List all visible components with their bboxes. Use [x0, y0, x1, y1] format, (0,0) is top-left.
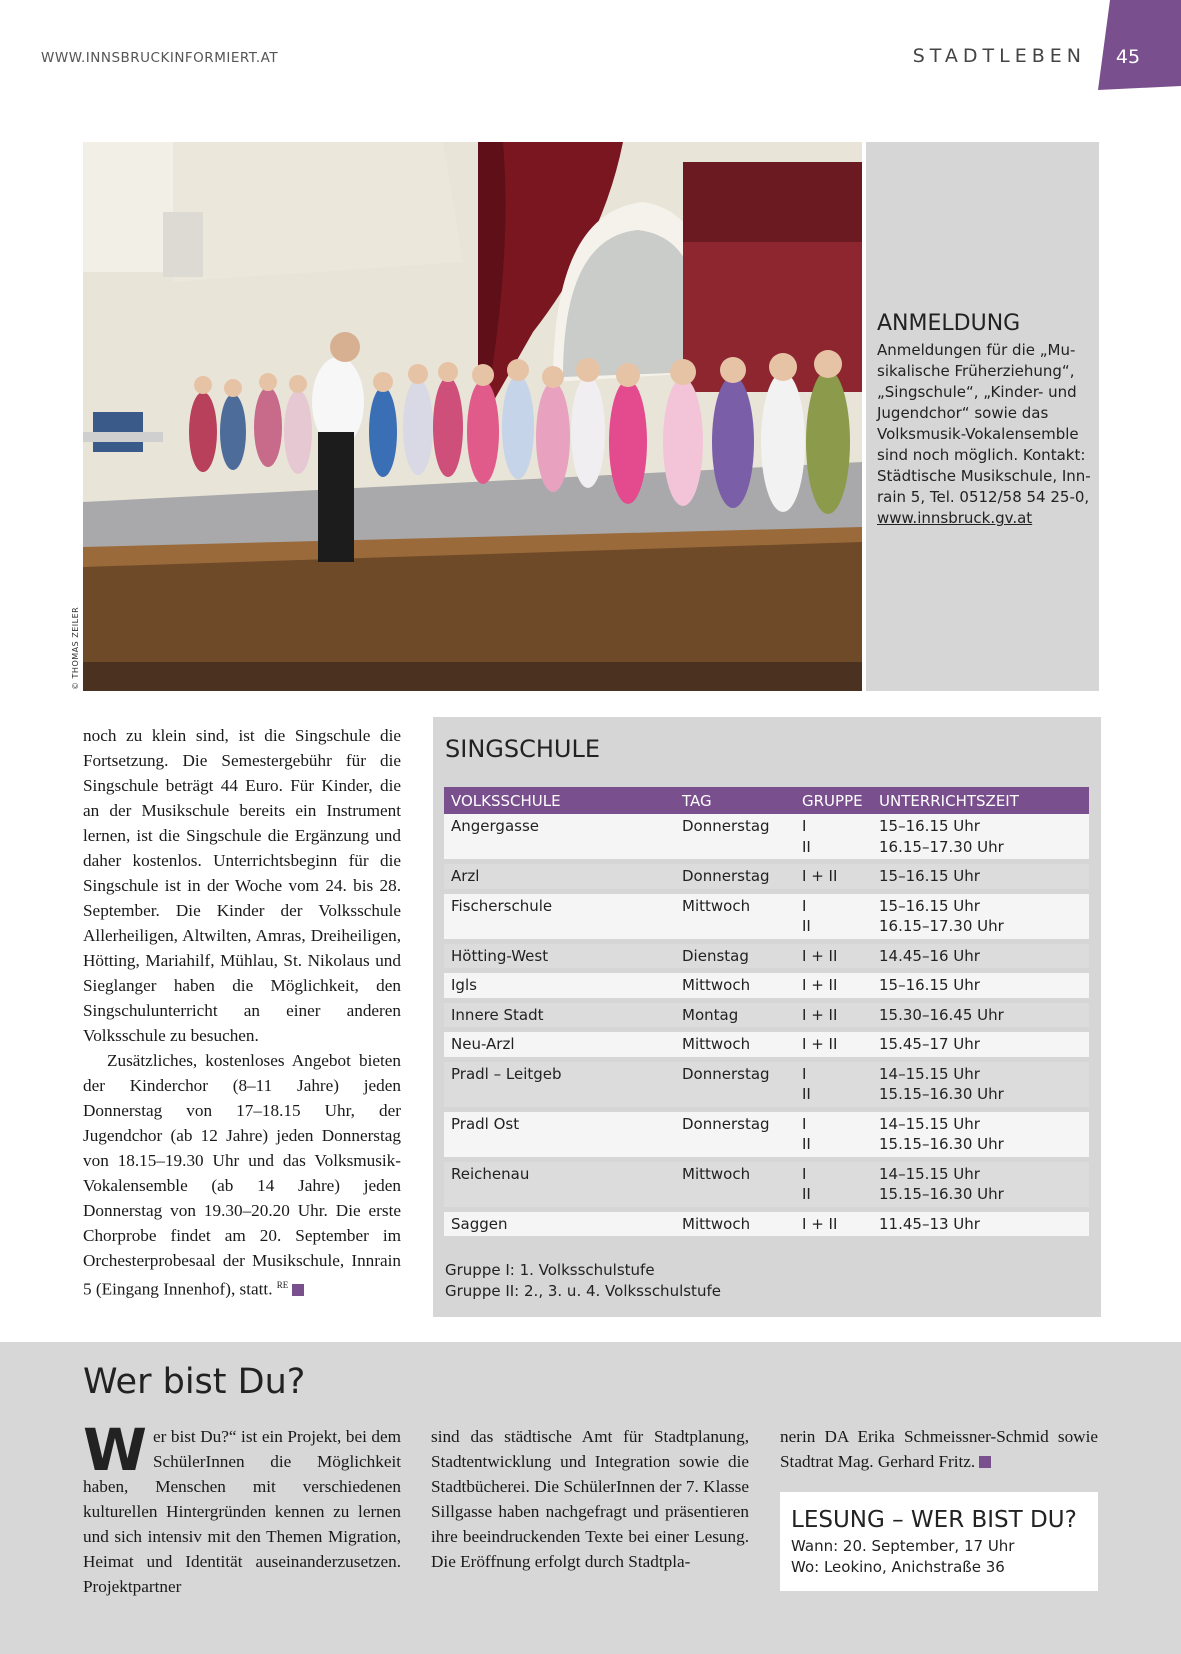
footnote-gruppe-1: Gruppe I: 1. Volksschulstufe [445, 1261, 655, 1279]
table-row [444, 1162, 1089, 1207]
cell-school: Angergasse [444, 814, 675, 859]
singschule-title: SINGSCHULE [445, 735, 601, 763]
cell-day: Dienstag [675, 944, 795, 969]
lesung-title: LESUNG – WER BIST DU? [791, 1507, 1077, 1533]
dropcap: W [83, 1416, 147, 1484]
cell-group [795, 1212, 872, 1237]
header-url: WWW.INNSBRUCKINFORMIERT.AT [41, 50, 279, 66]
table-row [444, 973, 1089, 998]
page-number-tab [1098, 0, 1181, 90]
wer-bist-du-column-1 [83, 1416, 401, 1599]
table-row [444, 1212, 1089, 1237]
table-header-row [444, 787, 1089, 814]
speaker-icon [163, 212, 203, 277]
cell-time [872, 1112, 1089, 1157]
article-paragraph-2-text: Zusätzliches, kostenloses Angebot bieten der Kinderchor (8–11 Jahre) jeden Donnerstag von 17–18.15 Uhr, der Jugendchor (ab 12 Jahre) jeden Donnerstag von 18.15–19.30 Uhr und das Volksmusik-Vokalensemble (ab 14 Jahre) jeden Donnerstag von 19.30–20.20 Uhr. Die erste Chorprobe findet am 20. September im Orchesterprobesaal der Musikschule, Innrain 5 (Eingang Innenhof), statt. [83, 1051, 401, 1299]
cell-school: Innere Stadt [444, 1003, 675, 1028]
cell-time [872, 1003, 1089, 1028]
cell-school: Pradl – Leitgeb [444, 1062, 675, 1107]
cell-group-line: I [802, 1164, 807, 1183]
table-row [444, 1032, 1089, 1057]
column-1-text: er bist Du?“ ist ein Projekt, bei dem SchülerInnen die Möglichkeit haben, Menschen mit verschiedenen kulturellen Hintergründen kennen zu lernen und sich intensiv mit den Themen Migration, Heimat und Identität auseinanderzusetzen. Projektpartner [83, 1427, 401, 1596]
singschule-table [444, 787, 1089, 1236]
section-title: STADTLEBEN [912, 45, 1086, 67]
cell-time-line: 16.15–17.30 Uhr [879, 917, 1004, 935]
cell-day: Mittwoch [675, 1212, 795, 1237]
singschule-footnotes [445, 1260, 721, 1302]
end-mark-icon [979, 1456, 991, 1468]
cell-day: Donnerstag [675, 864, 795, 889]
lesung-wo: Wo: Leokino, Anichstraße 36 [791, 1558, 1005, 1576]
header-tag: TAG [675, 787, 795, 814]
cell-time [872, 894, 1089, 939]
cell-group-line: I + II [802, 946, 838, 965]
cell-time-line: 15–16.15 Uhr [879, 896, 980, 915]
cell-group [795, 814, 872, 859]
cell-school: Neu-Arzl [444, 1032, 675, 1057]
cell-group-line: I + II [802, 1035, 838, 1053]
cell-time-line: 15–16.15 Uhr [879, 976, 980, 994]
cell-group-line: I + II [802, 1005, 838, 1024]
cell-group-line: II [802, 1185, 811, 1203]
header-gruppe: GRUPPE [795, 787, 872, 814]
cell-group-line: I [802, 1114, 807, 1133]
cell-group [795, 1112, 872, 1157]
cell-group [795, 864, 872, 889]
cell-group-line: I [802, 817, 807, 835]
cell-day: Mittwoch [675, 1032, 795, 1057]
cell-time-line: 14.45–16 Uhr [879, 946, 980, 965]
cell-group-line: I + II [802, 976, 838, 994]
cell-group [795, 1062, 872, 1107]
table-body [444, 814, 1089, 1236]
table-row [444, 1062, 1089, 1107]
cell-time [872, 1212, 1089, 1237]
choir-photo [83, 142, 862, 691]
cell-group [795, 1032, 872, 1057]
cell-day: Mittwoch [675, 1162, 795, 1207]
cell-time [872, 1162, 1089, 1207]
article-paragraph-2 [83, 1048, 401, 1302]
cell-group-line: II [802, 1135, 811, 1153]
table-row [444, 944, 1089, 969]
article-paragraph-1: noch zu klein sind, ist die Singschule die Fortsetzung. Die Semestergebühr für die Singschule beträgt 44 Euro. Für Kinder, die an der Musikschule bereits ein Instrument lernen, ist die Singschule die Ergänzung und daher kostenlos. Unterrichtsbeginn für die Singschule ist in der Woche vom 24. bis 28. September. Die Kinder der Volksschule Allerheiligen, Altwilten, Amras, Dreiheiligen, Hötting, Mariahilf, Mühlau, St. Nikolaus und Sieglanger haben die Möglichkeit, den Singschulunterricht an einer anderen Volksschule zu besuchen. [83, 726, 401, 1045]
table-row [444, 814, 1089, 859]
cell-school: Hötting-West [444, 944, 675, 969]
cell-group [795, 1162, 872, 1207]
cell-group-line: I [802, 896, 807, 915]
cell-time [872, 973, 1089, 998]
header-volksschule: VOLKSSCHULE [444, 787, 675, 814]
cell-time-line: 15.15–16.30 Uhr [879, 1135, 1004, 1153]
cell-time [872, 1032, 1089, 1057]
article-column [83, 723, 401, 1302]
cell-group-line: II [802, 837, 811, 856]
wer-bist-du-title: Wer bist Du? [83, 1362, 306, 1402]
cell-group [795, 1003, 872, 1028]
cell-school: Reichenau [444, 1162, 675, 1207]
anmeldung-body: Anmeldungen für die „Mu-sikalische Früherziehung“, „Singschule“, „Kinder- und Jugendchor“ sowie das Volksmusik-Vokalensemble sind noch möglich. Kontakt: Städtische Musikschule, Inn-rain 5, Tel. 0512/58 54 25-0, [877, 341, 1091, 506]
anmeldung-text [877, 340, 1091, 529]
anmeldung-link[interactable]: www.innsbruck.gv.at [877, 509, 1033, 527]
cell-group-line: I [802, 1064, 807, 1083]
cell-time [872, 814, 1089, 859]
table-row [444, 894, 1089, 939]
wer-bist-du-column-3 [780, 1424, 1098, 1474]
footnote-gruppe-2: Gruppe II: 2., 3. u. 4. Volksschulstufe [445, 1282, 721, 1300]
cell-time [872, 1062, 1089, 1107]
end-mark-icon [292, 1284, 304, 1296]
cell-school: Pradl Ost [444, 1112, 675, 1157]
cell-time-line: 15.15–16.30 Uhr [879, 1085, 1004, 1103]
cell-group-line: II [802, 1085, 811, 1103]
cell-group-line: II [802, 917, 811, 935]
cell-time-line: 15.15–16.30 Uhr [879, 1185, 1004, 1203]
cell-school: Saggen [444, 1212, 675, 1237]
cell-time [872, 864, 1089, 889]
cell-group [795, 973, 872, 998]
cell-day: Donnerstag [675, 814, 795, 859]
cell-time-line: 15.45–17 Uhr [879, 1035, 980, 1053]
cell-school: Arzl [444, 864, 675, 889]
cell-day: Donnerstag [675, 1112, 795, 1157]
header-unterrichtszeit: UNTERRICHTSZEIT [872, 787, 1089, 814]
page-number: 45 [1115, 46, 1141, 68]
cell-group-line: I + II [802, 867, 838, 885]
photo-credit: © THOMAS ZEILER [71, 606, 80, 690]
wer-bist-du-column-2: sind das städtische Amt für Stadtplanung, Stadtentwicklung und Integration sowie die Stadtbücherei. Die SchülerInnen der 7. Klasse Sillgasse haben nachgefragt und präsentieren ihre beeindruckenden Texte bei einer Lesung. Die Eröffnung erfolgt durch Stadtpla- [431, 1427, 749, 1571]
column-3-text: nerin DA Erika Schmeissner-Schmid sowie Stadtrat Mag. Gerhard Fritz. [780, 1427, 1098, 1471]
cell-group [795, 944, 872, 969]
cell-group [795, 894, 872, 939]
cell-time-line: 15–16.15 Uhr [879, 867, 980, 885]
table-row [444, 1112, 1089, 1157]
cell-time-line: 14–15.15 Uhr [879, 1064, 980, 1083]
cell-time-line: 15.30–16.45 Uhr [879, 1005, 1004, 1024]
cell-time-line: 15–16.15 Uhr [879, 817, 980, 835]
cell-day: Mittwoch [675, 973, 795, 998]
cell-school: Fischerschule [444, 894, 675, 939]
cell-time [872, 944, 1089, 969]
cell-group-line: I + II [802, 1214, 838, 1233]
cell-day: Mittwoch [675, 894, 795, 939]
anmeldung-title: ANMELDUNG [877, 311, 1021, 336]
table-row [444, 1003, 1089, 1028]
table-row [444, 864, 1089, 889]
cell-time-line: 14–15.15 Uhr [879, 1164, 980, 1183]
cell-time-line: 16.15–17.30 Uhr [879, 837, 1004, 856]
cell-day: Montag [675, 1003, 795, 1028]
cell-time-line: 14–15.15 Uhr [879, 1114, 980, 1133]
author-initials: RE [276, 1280, 289, 1290]
cell-time-line: 11.45–13 Uhr [879, 1214, 980, 1233]
cell-school: Igls [444, 973, 675, 998]
cell-day: Donnerstag [675, 1062, 795, 1107]
lesung-wann: Wann: 20. September, 17 Uhr [791, 1537, 1015, 1555]
